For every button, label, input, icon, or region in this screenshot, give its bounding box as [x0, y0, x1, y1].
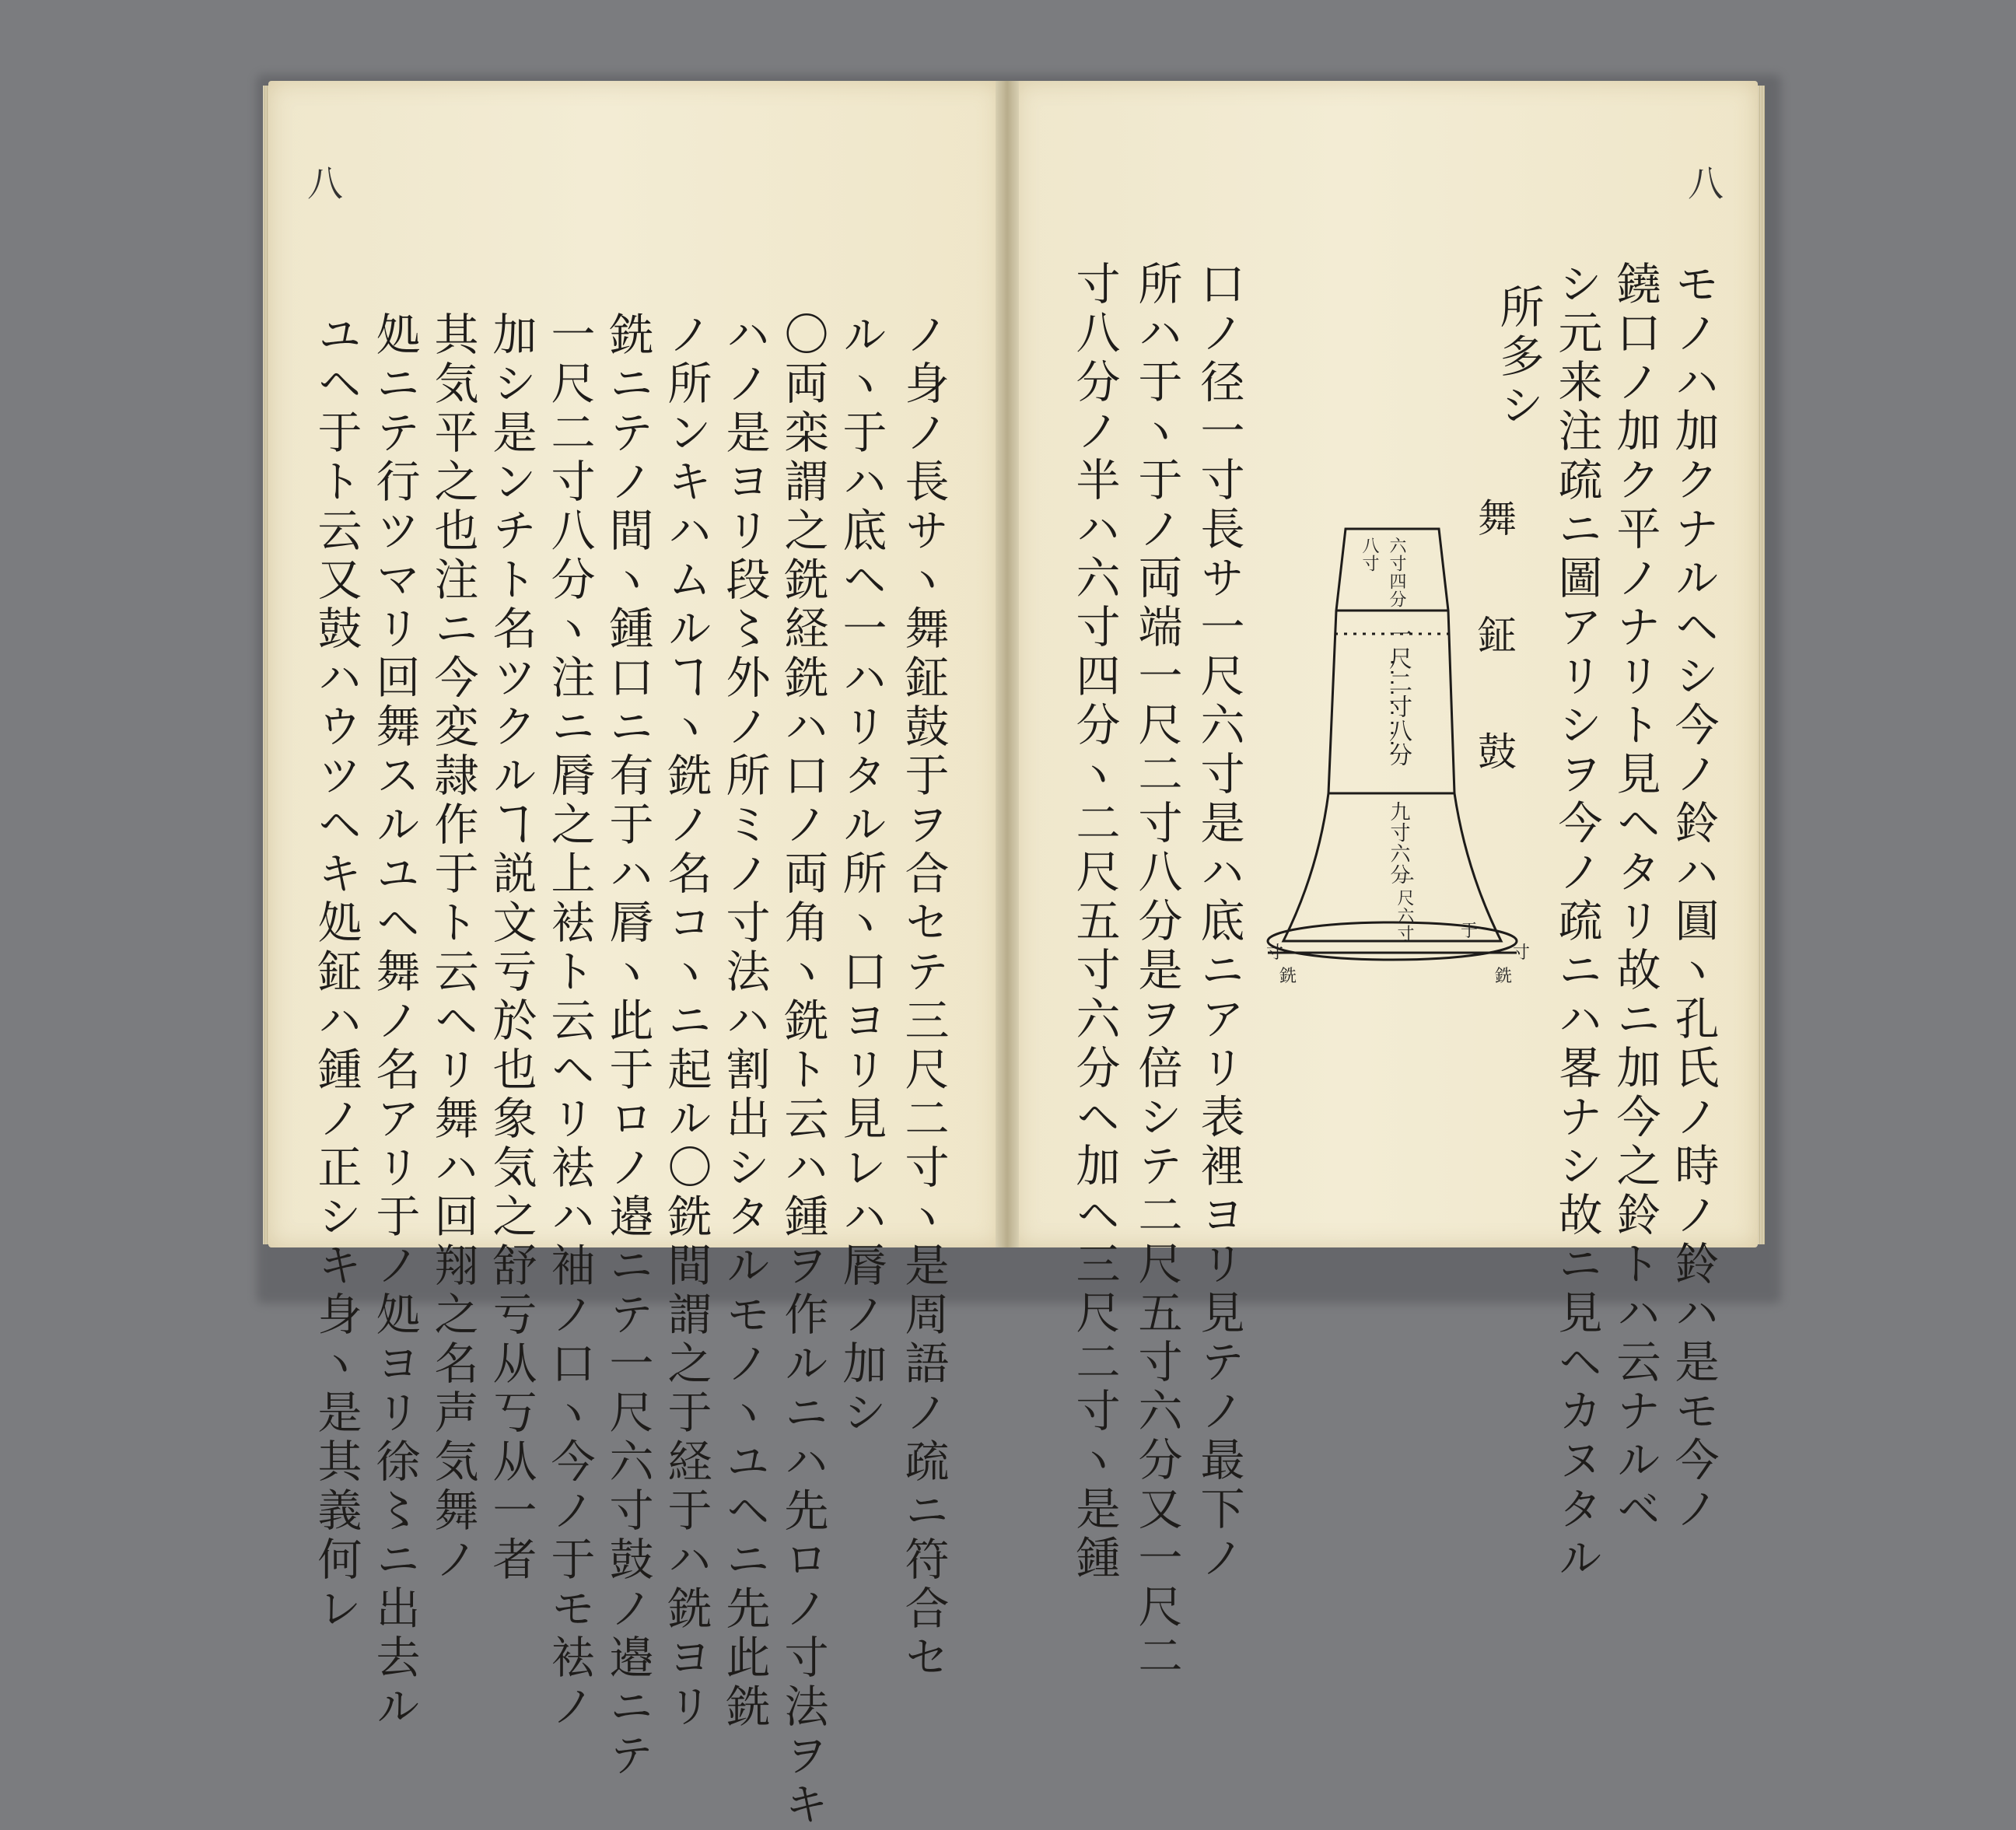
text-column: 銑ニテノ間ヽ鍾口ニ有于ハ脣ヽ此于ロノ邉ニテ一尺六寸鼓ノ邉ニテ [602, 311, 653, 1781]
bell-label-upper: 八寸 [1360, 537, 1379, 572]
bell-label-xian-right: 銑 [1495, 967, 1513, 986]
text-column: モノハ加クナルヘシ今ノ鈴ハ圓ヽ孔氏ノ時ノ鈴ハ是モ今ノ [1668, 261, 1719, 1534]
bell-label-cun-right: 寸 [1513, 943, 1531, 963]
text-column: ルヽ于ハ底ヘ一ハリタル所ヽ口ヨリ見レハ脣ノ加シ [835, 311, 887, 1438]
text-column: 鐃口ノ加ク平ノナリト見ヘタリ故ニ加今之鈴トハ云ナルベ [1609, 261, 1661, 1534]
bell-label-lower: 九寸六分 [1387, 801, 1410, 885]
right-page-number: 八 [1688, 163, 1727, 205]
text-column: 加シ是ンチト名ツクルヿ説文亏於也象気之舒亏从丂从一者 [485, 311, 537, 1585]
text-column: ノ身ノ長サヽ舞鉦鼓于ヲ合セテ三尺二寸ヽ是周語ノ疏ニ符合セ [898, 311, 949, 1683]
text-column: 所多シ [1493, 284, 1544, 431]
left-page-number: 八 [307, 163, 346, 205]
bell-label-middle: 一尺二寸八分 [1384, 622, 1412, 767]
bell-label-xian-left: 銑 [1279, 967, 1297, 986]
text-column: 〇両栾謂之銑経銑ハ口ノ両角ヽ銑ト云ハ鍾ヲ作ルニハ先ロノ寸法ヲキ [777, 311, 828, 1830]
text-column: ユヘ于ト云又鼓ハウツヘキ処鉦ハ鍾ノ正シキ身ヽ是其義何レ [310, 311, 362, 1634]
bell-diagram-title: 舞鉦鼓 [1472, 498, 1517, 848]
text-column: 一尺二寸八分ヽ注ニ脣之上袪ト云ヘリ袪ハ袖ノ口ヽ今ノ于モ袪ノ [544, 311, 595, 1732]
bell-label-cun-left: 寸 [1266, 943, 1284, 963]
text-column: シ元来注疏ニ圖アリシヲ今ノ疏ニハ畧ナシ故ニ見ヘカヌタル [1551, 261, 1602, 1583]
text-column: ハノ是ヨリ段〻外ノ所ミノ寸法ハ割出シタルモノヽユヘニ先此銑 [719, 311, 770, 1732]
bell-label-yu: 于 [1461, 922, 1479, 941]
text-column: ノ所ンキハムルヿヽ銑ノ名コヽニ起ル〇銑間謂之于経于ハ銑ヨリ [660, 311, 712, 1732]
text-column: 其気平之也注ニ今変隷作于ト云ヘリ舞ハ回翔之名声気舞ノ [427, 311, 478, 1585]
bell-label-bottom: 一尺六寸 [1395, 871, 1414, 943]
text-column: 寸八分ノ半ハ六寸四分ヽ二尺五寸六分ヘ加ヘ三尺二寸ヽ是鍾 [1069, 261, 1120, 1583]
left-page-text [268, 311, 1001, 1830]
text-column: 処ニテ行ツマリ回舞スルユヘ舞ノ名アリ于ノ処ヨリ徐〻ニ出去ル [369, 311, 420, 1732]
text-column: 口ノ径一寸長サ一尺六寸是ハ底ニアリ表裡ヨリ見テノ最下ノ [1193, 261, 1244, 1583]
bell-label-top: 六寸四分 [1387, 537, 1406, 608]
text-column: 所ハ于ヽ于ノ両端一尺二寸八分是ヲ倍シテ二尺五寸六分又一尺二 [1131, 261, 1182, 1681]
